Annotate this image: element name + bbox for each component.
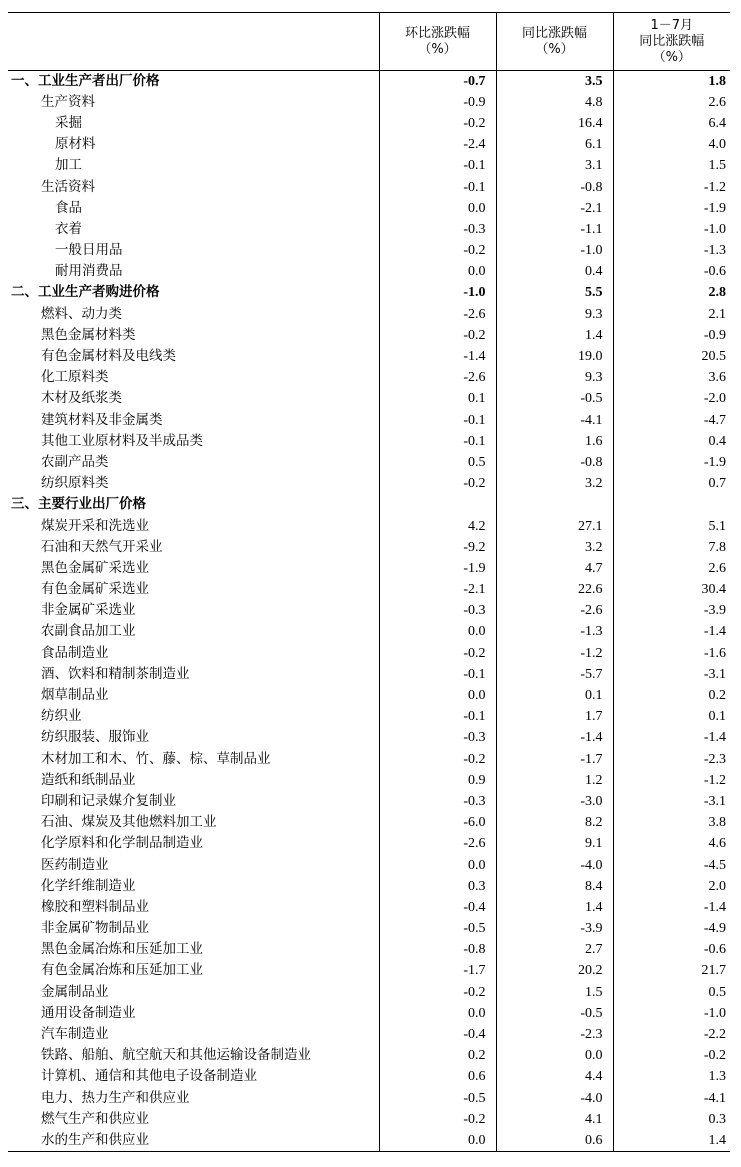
row-ytd-value: 3.8	[613, 812, 730, 833]
row-mom-value: -9.2	[379, 537, 496, 558]
row-mom-value: -0.5	[379, 1088, 496, 1109]
row-label: 农副产品类	[41, 453, 109, 470]
row-ytd-value: 1.5	[613, 155, 730, 176]
row-ytd-value: 30.4	[613, 579, 730, 600]
row-label: 采掘	[55, 114, 82, 131]
row-yoy-value: 0.0	[496, 1045, 613, 1066]
row-label: 水的生产和供应业	[8, 1130, 379, 1151]
row-mom-value: -0.4	[379, 1024, 496, 1045]
table-body	[8, 71, 730, 1152]
row-label: 计算机、通信和其他电子设备制造业	[41, 1068, 257, 1085]
table-row	[8, 982, 730, 1003]
row-label: 化学原料和化学制品制造业	[41, 835, 203, 852]
row-ytd-value: -1.4	[613, 897, 730, 918]
table-row	[8, 1003, 730, 1024]
row-ytd-value: -1.9	[613, 452, 730, 473]
table-row	[8, 198, 730, 219]
header-mom-title: 环比涨跌幅	[404, 25, 470, 41]
row-label: 黑色金属冶炼和压延加工业	[41, 941, 203, 958]
row-yoy-value: -1.2	[496, 643, 613, 664]
row-yoy-value: -2.1	[496, 198, 613, 219]
table-row	[8, 579, 730, 600]
row-ytd-value: -1.9	[613, 198, 730, 219]
row-ytd-value: 20.5	[613, 346, 730, 367]
header-ytd-change	[613, 13, 730, 71]
table-row	[8, 1109, 730, 1130]
row-yoy-value: 16.4	[496, 113, 613, 134]
header-yoy-change	[496, 13, 613, 71]
row-mom-value: 0.5	[379, 452, 496, 473]
row-mom-value: -0.2	[379, 240, 496, 261]
table-row	[8, 388, 730, 409]
table-row	[8, 1024, 730, 1045]
row-ytd-value: -3.9	[613, 600, 730, 621]
row-yoy-value: 9.3	[496, 367, 613, 388]
row-label: 黑色金属材料类	[41, 326, 136, 343]
row-ytd-value: -2.0	[613, 388, 730, 409]
row-mom-value: -1.4	[379, 346, 496, 367]
row-label: 食品制造业	[41, 644, 109, 661]
row-label: 石油和天然气开采业	[41, 538, 163, 555]
row-mom-value: -0.2	[379, 1109, 496, 1130]
row-yoy-value: 20.2	[496, 960, 613, 981]
row-ytd-value: 6.4	[613, 113, 730, 134]
table-row	[8, 558, 730, 579]
table-row	[8, 515, 730, 536]
row-yoy-value: 19.0	[496, 346, 613, 367]
row-ytd-value: -1.6	[613, 643, 730, 664]
row-mom-value: -2.1	[379, 579, 496, 600]
row-mom-value: 0.3	[379, 876, 496, 897]
row-mom-value: -0.2	[379, 749, 496, 770]
row-label: 金属制品业	[41, 983, 109, 1000]
row-yoy-value: 6.1	[496, 134, 613, 155]
row-yoy-value: 1.4	[496, 325, 613, 346]
row-ytd-value: -1.4	[613, 621, 730, 642]
row-mom-value: -6.0	[379, 812, 496, 833]
header-ytd-title: 同比涨跌幅	[639, 33, 705, 49]
row-yoy-value: 9.3	[496, 304, 613, 325]
row-label: 加工	[55, 157, 82, 174]
row-label: 医药制造业	[41, 856, 109, 873]
row-mom-value: -0.1	[379, 664, 496, 685]
row-ytd-value: -1.3	[613, 240, 730, 261]
row-ytd-value: 0.7	[613, 473, 730, 494]
row-label: 有色金属冶炼和压延加工业	[41, 962, 203, 979]
table-row	[8, 791, 730, 812]
header-yoy-title: 同比涨跌幅	[521, 25, 587, 41]
row-label: 印刷和记录媒介复制业	[41, 792, 176, 809]
table-row	[8, 706, 730, 727]
row-yoy-value: 1.7	[496, 706, 613, 727]
row-mom-value: 0.0	[379, 685, 496, 706]
row-ytd-value: 4.6	[613, 833, 730, 854]
row-mom-value: -0.5	[379, 918, 496, 939]
table-row	[8, 219, 730, 240]
price-index-table	[8, 12, 730, 1152]
row-label: 铁路、船舶、航空航天和其他运输设备制造业	[41, 1047, 311, 1064]
row-label: 有色金属矿采选业	[41, 581, 149, 598]
row-mom-value: -0.2	[379, 473, 496, 494]
row-ytd-value: -4.5	[613, 854, 730, 875]
row-mom-value: -0.2	[379, 982, 496, 1003]
row-mom-value: -0.2	[379, 643, 496, 664]
table-row	[8, 176, 730, 197]
table-row	[8, 92, 730, 113]
row-label: 化学纤维制造业	[41, 877, 136, 894]
row-ytd-value: -0.6	[613, 261, 730, 282]
row-yoy-value: -0.5	[496, 1003, 613, 1024]
table-row	[8, 346, 730, 367]
row-label: 橡胶和塑料制品业	[41, 898, 149, 915]
row-mom-value: 0.1	[379, 388, 496, 409]
row-ytd-value: -1.2	[613, 770, 730, 791]
row-yoy-value: -4.0	[496, 1088, 613, 1109]
row-mom-value: 0.0	[379, 854, 496, 875]
row-label: 木材加工和木、竹、藤、棕、草制品业	[41, 750, 271, 767]
row-yoy-value: 27.1	[496, 515, 613, 536]
row-yoy-value: 1.5	[496, 982, 613, 1003]
row-label: 农副食品加工业	[41, 623, 136, 640]
row-ytd-value: 2.6	[613, 92, 730, 113]
row-mom-value: 0.9	[379, 770, 496, 791]
row-yoy-value: 8.4	[496, 876, 613, 897]
row-yoy-value: 4.4	[496, 1066, 613, 1087]
table-row	[8, 155, 730, 176]
row-ytd-value: -1.2	[613, 176, 730, 197]
row-mom-value: -0.3	[379, 219, 496, 240]
table-row	[8, 282, 730, 303]
row-yoy-value: 0.4	[496, 261, 613, 282]
table-row	[8, 643, 730, 664]
row-mom-value: -0.2	[379, 113, 496, 134]
row-ytd-value: -4.1	[613, 1088, 730, 1109]
row-ytd-value: -1.0	[613, 1003, 730, 1024]
row-label: 电力、热力生产和供应业	[41, 1089, 190, 1106]
table-row	[8, 431, 730, 452]
table-row	[8, 770, 730, 791]
row-yoy-value: -5.7	[496, 664, 613, 685]
row-ytd-value: -4.9	[613, 918, 730, 939]
row-mom-value: -0.2	[379, 325, 496, 346]
row-yoy-value: 4.7	[496, 558, 613, 579]
row-yoy-value: 2.7	[496, 939, 613, 960]
table-row	[8, 600, 730, 621]
table-row	[8, 812, 730, 833]
row-yoy-value: -1.4	[496, 727, 613, 748]
table-row	[8, 325, 730, 346]
row-mom-value: -2.4	[379, 134, 496, 155]
row-mom-value: -0.1	[379, 431, 496, 452]
row-yoy-value: -2.3	[496, 1024, 613, 1045]
row-mom-value: -2.6	[379, 367, 496, 388]
table-row	[8, 897, 730, 918]
row-ytd-value: 0.3	[613, 1109, 730, 1130]
row-ytd-value: -2.3	[613, 749, 730, 770]
row-ytd-value: 5.1	[613, 515, 730, 536]
row-yoy-value: 3.1	[496, 155, 613, 176]
row-mom-value: -2.6	[379, 304, 496, 325]
row-yoy-value: -1.3	[496, 621, 613, 642]
table-row	[8, 367, 730, 388]
row-label: 二、工业生产者购进价格	[11, 284, 160, 301]
table-row	[8, 1045, 730, 1066]
row-yoy-value: -1.7	[496, 749, 613, 770]
row-mom-value	[379, 494, 496, 515]
table-row	[8, 494, 730, 515]
row-yoy-value: 1.6	[496, 431, 613, 452]
row-label: 木材及纸浆类	[41, 390, 122, 407]
table-row	[8, 537, 730, 558]
row-mom-value: -0.7	[379, 71, 496, 92]
header-yoy-unit: （%）	[535, 41, 574, 57]
row-yoy-value: -0.8	[496, 176, 613, 197]
row-label: 黑色金属矿采选业	[41, 559, 149, 576]
row-yoy-value: -3.0	[496, 791, 613, 812]
row-ytd-value: 4.0	[613, 134, 730, 155]
row-label: 通用设备制造业	[41, 1004, 136, 1021]
row-yoy-value: 3.2	[496, 537, 613, 558]
table-row	[8, 71, 730, 92]
table-row	[8, 1088, 730, 1109]
row-ytd-value: 2.1	[613, 304, 730, 325]
row-label: 一、工业生产者出厂价格	[11, 72, 160, 89]
table-row	[8, 134, 730, 155]
table-row	[8, 939, 730, 960]
row-ytd-value: 21.7	[613, 960, 730, 981]
row-label: 生活资料	[41, 178, 95, 195]
row-ytd-value: -2.2	[613, 1024, 730, 1045]
table-row	[8, 473, 730, 494]
row-label: 有色金属材料及电线类	[41, 348, 176, 365]
row-ytd-value: 0.2	[613, 685, 730, 706]
row-yoy-value: 0.1	[496, 685, 613, 706]
row-yoy-value	[496, 494, 613, 515]
table-row	[8, 113, 730, 134]
row-mom-value: -0.8	[379, 939, 496, 960]
row-yoy-value: 4.1	[496, 1109, 613, 1130]
row-mom-value: -0.3	[379, 600, 496, 621]
row-mom-value: -0.1	[379, 176, 496, 197]
row-yoy-value: -0.5	[496, 388, 613, 409]
row-label: 耐用消费品	[55, 263, 123, 280]
row-yoy-value: -0.8	[496, 452, 613, 473]
row-yoy-value: 1.4	[496, 897, 613, 918]
row-label: 食品	[55, 199, 82, 216]
row-ytd-value: 0.4	[613, 431, 730, 452]
row-ytd-value: 2.6	[613, 558, 730, 579]
row-yoy-value: -3.9	[496, 918, 613, 939]
table-row	[8, 833, 730, 854]
row-yoy-value: -1.1	[496, 219, 613, 240]
row-mom-value: -0.3	[379, 791, 496, 812]
row-ytd-value: -3.1	[613, 791, 730, 812]
row-ytd-value: 2.0	[613, 876, 730, 897]
row-mom-value: 0.0	[379, 621, 496, 642]
table-row	[8, 261, 730, 282]
row-mom-value: -1.0	[379, 282, 496, 303]
row-ytd-value: 3.6	[613, 367, 730, 388]
row-label: 造纸和纸制品业	[41, 771, 136, 788]
row-ytd-value: 1.8	[613, 71, 730, 92]
table-row	[8, 727, 730, 748]
row-mom-value: -0.1	[379, 706, 496, 727]
row-mom-value: -0.4	[379, 897, 496, 918]
row-mom-value: -0.1	[379, 410, 496, 431]
table-row	[8, 918, 730, 939]
row-label: 化工原料类	[41, 369, 109, 386]
row-label: 酒、饮料和精制茶制造业	[41, 665, 190, 682]
row-yoy-value: -1.0	[496, 240, 613, 261]
row-yoy-value: 3.2	[496, 473, 613, 494]
row-label: 三、主要行业出厂价格	[11, 496, 146, 513]
row-ytd-value: 2.8	[613, 282, 730, 303]
row-ytd-value: -1.4	[613, 727, 730, 748]
table-row	[8, 960, 730, 981]
table-row	[8, 876, 730, 897]
row-mom-value: -2.6	[379, 833, 496, 854]
table-header	[8, 13, 730, 71]
row-yoy-value: 5.5	[496, 282, 613, 303]
row-ytd-value: -4.7	[613, 410, 730, 431]
row-yoy-value: 0.6	[496, 1130, 613, 1151]
table-row	[8, 1066, 730, 1087]
table-row	[8, 410, 730, 431]
row-ytd-value	[613, 494, 730, 515]
row-label: 燃气生产和供应业	[41, 1110, 149, 1127]
table-row	[8, 685, 730, 706]
row-label: 非金属矿采选业	[41, 602, 136, 619]
row-mom-value: 0.0	[379, 1130, 496, 1151]
row-mom-value: -0.9	[379, 92, 496, 113]
row-label: 原材料	[55, 136, 96, 153]
row-mom-value: -1.7	[379, 960, 496, 981]
row-yoy-value: 3.5	[496, 71, 613, 92]
row-label: 石油、煤炭及其他燃料加工业	[41, 814, 217, 831]
row-yoy-value: 1.2	[496, 770, 613, 791]
table-row	[8, 749, 730, 770]
row-label: 建筑材料及非金属类	[41, 411, 163, 428]
header-mom-unit: （%）	[418, 41, 457, 57]
row-mom-value: 0.6	[379, 1066, 496, 1087]
header-ytd-unit: （%）	[652, 49, 691, 65]
row-ytd-value: -0.2	[613, 1045, 730, 1066]
header-row	[8, 13, 730, 71]
header-mom-change	[379, 13, 496, 71]
row-mom-value: 4.2	[379, 515, 496, 536]
table-row	[8, 664, 730, 685]
row-label: 汽车制造业	[41, 1026, 109, 1043]
row-label: 生产资料	[41, 93, 95, 110]
row-ytd-value: 0.1	[613, 706, 730, 727]
row-label: 纺织业	[41, 708, 82, 725]
row-ytd-value: -1.0	[613, 219, 730, 240]
row-yoy-value: -4.1	[496, 410, 613, 431]
table-row	[8, 304, 730, 325]
header-label-column	[8, 13, 379, 71]
row-ytd-value: -0.6	[613, 939, 730, 960]
row-yoy-value: -2.6	[496, 600, 613, 621]
row-yoy-value: 4.8	[496, 92, 613, 113]
row-yoy-value: -4.0	[496, 854, 613, 875]
row-mom-value: -0.1	[379, 155, 496, 176]
table-row	[8, 1130, 730, 1151]
row-mom-value: 0.0	[379, 1003, 496, 1024]
row-label: 一般日用品	[55, 242, 123, 259]
row-mom-value: 0.2	[379, 1045, 496, 1066]
row-label: 衣着	[55, 220, 82, 237]
row-ytd-value: 1.3	[613, 1066, 730, 1087]
row-label: 烟草制品业	[41, 687, 109, 704]
table-row	[8, 452, 730, 473]
row-ytd-value: -0.9	[613, 325, 730, 346]
row-label: 非金属矿物制品业	[41, 920, 149, 937]
row-yoy-value: 9.1	[496, 833, 613, 854]
row-yoy-value: 22.6	[496, 579, 613, 600]
row-label: 其他工业原材料及半成品类	[41, 432, 203, 449]
row-mom-value: -1.9	[379, 558, 496, 579]
row-mom-value: 0.0	[379, 198, 496, 219]
price-table-container	[8, 12, 730, 1152]
row-label: 煤炭开采和洗选业	[41, 517, 149, 534]
row-label: 纺织服装、服饰业	[41, 729, 149, 746]
row-label: 燃料、动力类	[41, 305, 122, 322]
header-ytd-period: 1－7月	[650, 17, 694, 33]
row-ytd-value: 0.5	[613, 982, 730, 1003]
table-row	[8, 240, 730, 261]
row-label: 纺织原料类	[41, 475, 109, 492]
table-row	[8, 621, 730, 642]
row-mom-value: -0.3	[379, 727, 496, 748]
row-mom-value: 0.0	[379, 261, 496, 282]
row-ytd-value: -3.1	[613, 664, 730, 685]
table-row	[8, 854, 730, 875]
row-yoy-value: 8.2	[496, 812, 613, 833]
row-ytd-value: 7.8	[613, 537, 730, 558]
row-ytd-value: 1.4	[613, 1130, 730, 1151]
